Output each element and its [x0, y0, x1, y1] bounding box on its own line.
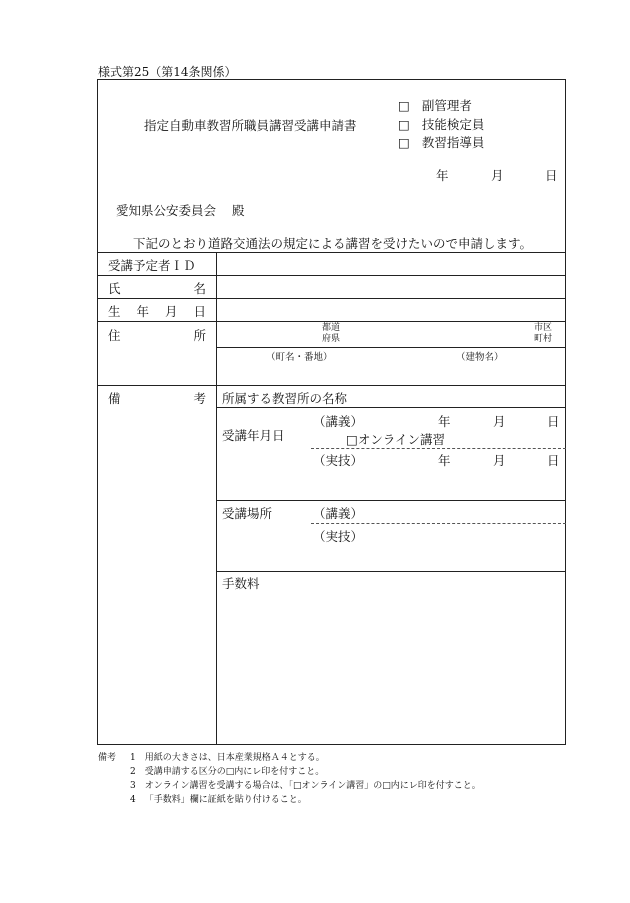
- category-副管理者[interactable]: □ 副管理者: [398, 98, 472, 113]
- remarks-divider: [216, 500, 566, 501]
- venue-label: 受講場所: [222, 506, 273, 521]
- lecture-month-label: 月: [493, 414, 506, 429]
- row-divider: [97, 385, 566, 386]
- practical-month-label: 月: [493, 453, 506, 468]
- list-item: 3 オンライン講習を受講する場合は、「□オンライン講習」の□内にレ印を付すこと。: [130, 781, 481, 791]
- birthdate-label: 生 年 月 日: [108, 304, 206, 319]
- address-sub-divider: [216, 347, 566, 348]
- practical-date-label: （実技）: [313, 453, 364, 468]
- date-day-label: 日: [545, 168, 558, 183]
- practical-venue-field[interactable]: [360, 525, 565, 569]
- trainee-id-field[interactable]: [217, 253, 565, 274]
- trainee-id-label: 受講予定者ＩＤ: [108, 258, 196, 273]
- notes-heading: 備考: [98, 753, 117, 763]
- fee-label: 手数料: [222, 576, 260, 591]
- building-label: （建物名）: [456, 352, 504, 363]
- fee-stamp-area[interactable]: [217, 590, 565, 744]
- remarks-divider: [216, 407, 566, 408]
- list-item: 2 受講申請する区分の□内にレ印を付すこと。: [130, 767, 325, 777]
- city-label: 市区 町村: [534, 323, 553, 344]
- practical-year-label: 年: [438, 453, 451, 468]
- list-item: 1 用紙の大きさは、日本産業規格Ａ４とする。: [130, 753, 325, 763]
- address-label: 住 所: [108, 328, 206, 343]
- checkbox-icon[interactable]: □: [398, 135, 410, 150]
- course-date-label: 受講年月日: [222, 428, 285, 443]
- name-label: 氏 名: [108, 281, 206, 296]
- lecture-venue-field[interactable]: [360, 502, 565, 522]
- lecture-date-label: （講義）: [313, 414, 364, 429]
- prefecture-label: 都道 府県: [322, 323, 341, 344]
- birthdate-field[interactable]: [217, 299, 565, 320]
- course-date-divider: [311, 448, 566, 449]
- lecture-day-label: 日: [547, 414, 560, 429]
- list-item: 4 「手数料」欄に証紙を貼り付けること。: [130, 795, 307, 805]
- recipient: 愛知県公安委員会 殿: [116, 203, 245, 218]
- venue-divider: [311, 523, 566, 524]
- online-course-option[interactable]: □オンライン講習: [346, 432, 445, 447]
- checkbox-icon[interactable]: □: [398, 117, 410, 132]
- row-divider: [97, 321, 566, 322]
- application-statement: 下記のとおり道路交通法の規定による講習を受けたいので申請します。: [133, 236, 533, 251]
- town-label: （町名・番地）: [266, 352, 333, 363]
- remarks-label: 備 考: [108, 391, 206, 406]
- date-year-label: 年: [436, 168, 449, 183]
- date-month-label: 月: [491, 168, 504, 183]
- practical-day-label: 日: [547, 453, 560, 468]
- name-field[interactable]: [217, 276, 565, 297]
- remarks-divider: [216, 571, 566, 572]
- practical-venue-label: （実技）: [313, 529, 364, 544]
- form-number: 様式第25（第14条関係）: [98, 65, 237, 79]
- checkbox-icon[interactable]: □: [398, 98, 410, 113]
- checkbox-icon[interactable]: □: [346, 432, 358, 447]
- form-title: 指定自動車教習所職員講習受講申請書: [144, 118, 357, 133]
- lecture-year-label: 年: [438, 414, 451, 429]
- category-教習指導員[interactable]: □ 教習指導員: [398, 135, 485, 150]
- category-技能検定員[interactable]: □ 技能検定員: [398, 117, 485, 132]
- school-name-label: 所属する教習所の名称: [222, 391, 348, 406]
- lecture-venue-label: （講義）: [313, 506, 364, 521]
